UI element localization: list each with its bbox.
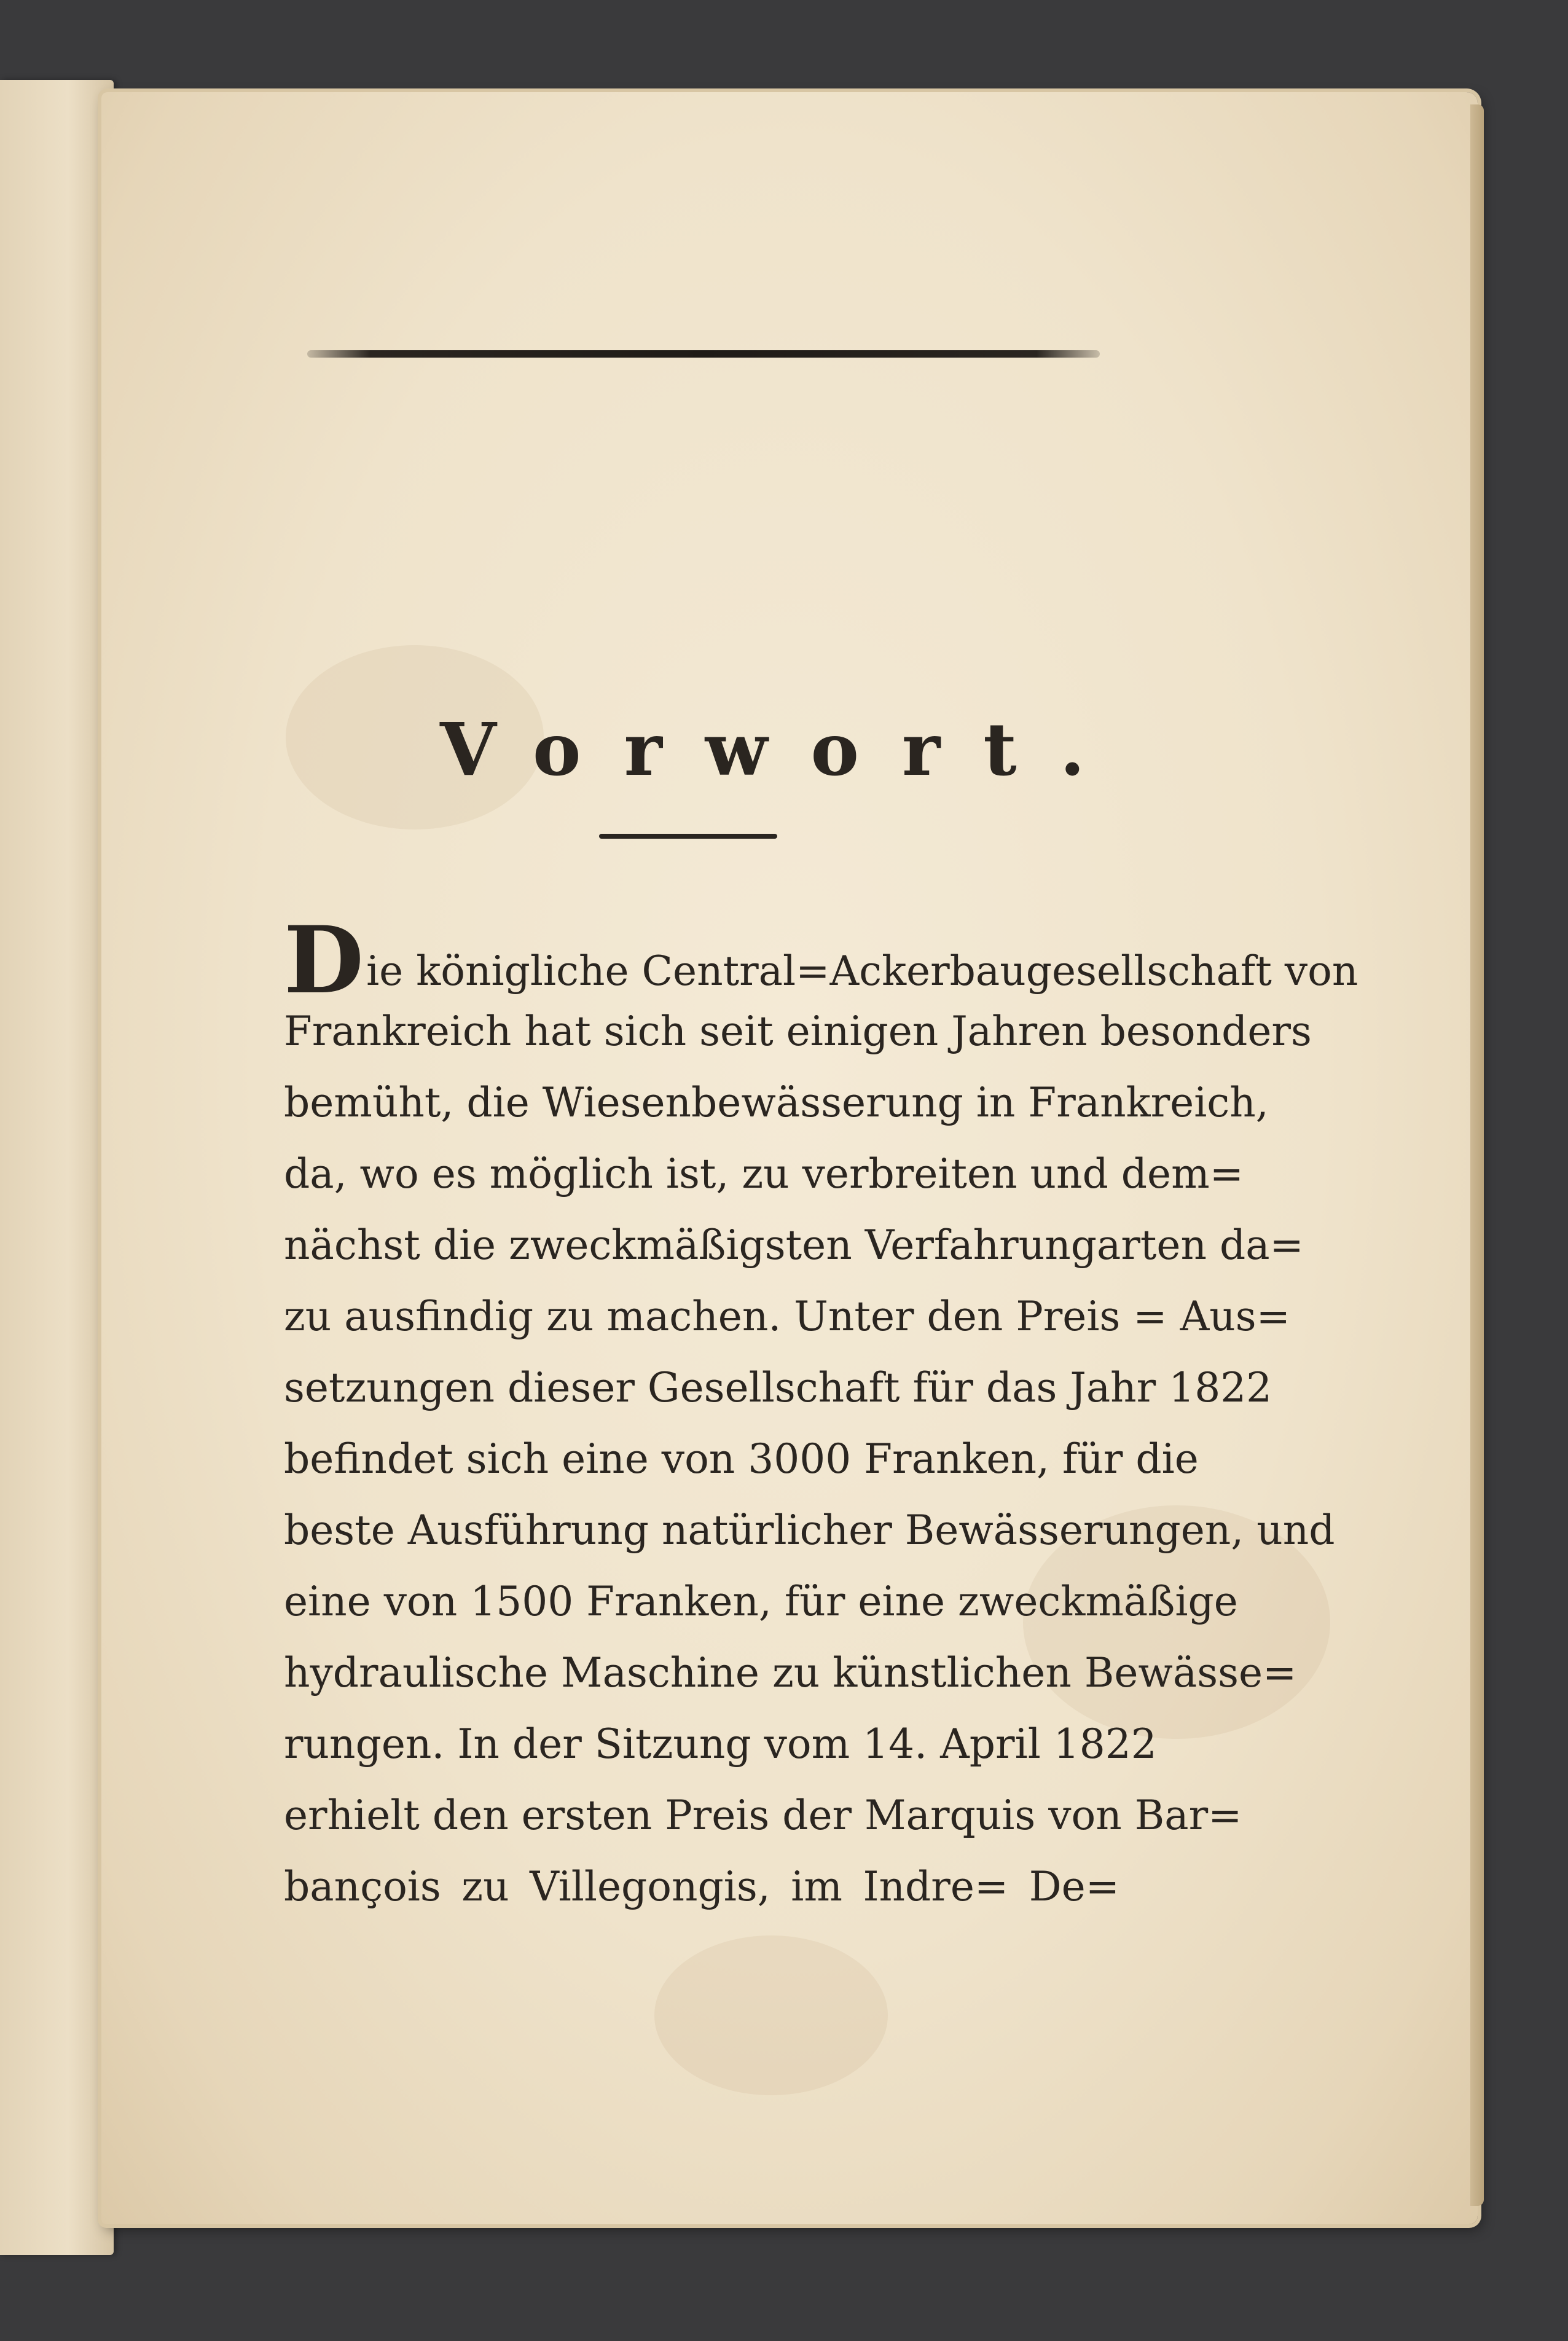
- text-line-7: setzungen dieser Gesellschaft für das Jahr 1822: [284, 1364, 1272, 1411]
- heading-underline-rule: [599, 834, 777, 839]
- page-heading: Vorwort.: [440, 707, 1128, 792]
- text-line-12: rungen. In der Sitzung vom 14. April 1822: [284, 1720, 1157, 1768]
- text-line-4: da, wo es möglich ist, zu verbreiten und dem=: [284, 1150, 1244, 1198]
- text-line-9: beste Ausführung natürlicher Bewässerungen, und: [284, 1507, 1335, 1554]
- text-line-6: zu ausfindig zu machen. Unter den Preis = Aus=: [284, 1293, 1290, 1340]
- text-line-14: bançois zu Villegongis, im Indre= De=: [284, 1863, 1119, 1910]
- drop-cap: D: [284, 906, 364, 1014]
- text-line-13: erhielt den ersten Preis der Marquis von Bar=: [284, 1792, 1242, 1839]
- text-line-3: bemüht, die Wiesenbewässerung in Frankreich,: [284, 1079, 1269, 1126]
- text-line-2: Frankreich hat sich seit einigen Jahren besonders: [284, 1008, 1312, 1055]
- left-page-edge: [0, 80, 114, 2255]
- text-line-1-content: ie königliche Central=Ackerbaugesellschaft von: [366, 947, 1358, 995]
- text-line-8: befindet sich eine von 3000 Franken, für die: [284, 1435, 1199, 1483]
- top-ornamental-rule: [307, 350, 1100, 358]
- body-text: [284, 906, 1358, 1923]
- text-line-11: hydraulische Maschine zu künstlichen Bewässe=: [284, 1649, 1297, 1696]
- text-line-5: nächst die zweckmäßigsten Verfahrungarten da=: [284, 1221, 1304, 1269]
- text-line-10: eine von 1500 Franken, für eine zweckmäßige: [284, 1578, 1238, 1625]
- text-line-1: [284, 906, 1358, 1014]
